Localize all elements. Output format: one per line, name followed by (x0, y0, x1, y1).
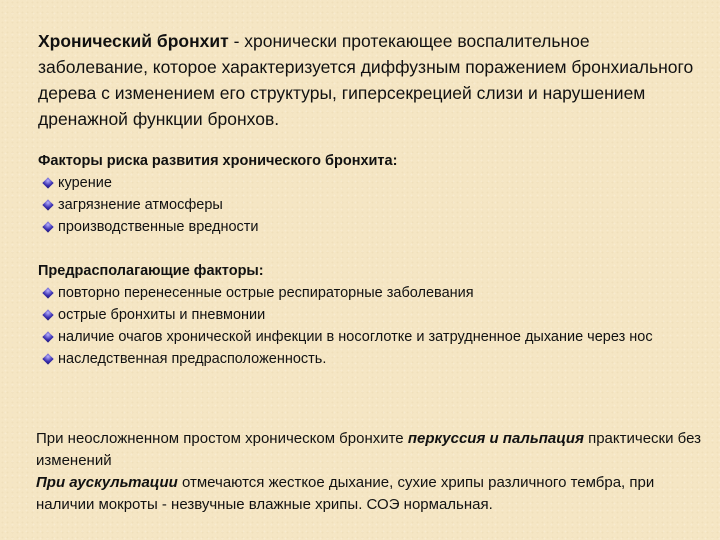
list-item-text: производственные вредности (58, 219, 259, 235)
examination-text: практически без изменений (36, 430, 701, 469)
list-item-text: повторно перенесенные острые респираторные заболевания (58, 285, 474, 301)
list-item-text: наличие очагов хронической инфекции в носоглотке и затрудненное дыхание через нос (58, 329, 653, 345)
list-item-text: загрязнение атмосферы (58, 197, 223, 213)
list-item-text: курение (58, 175, 112, 191)
definition-text: - хронически протекающее воспалительное заболевание, которое характеризуется диффузным поражением бронхиального дерева с изменением его структуры, гиперсекрецией слизи и нарушением дренажной функции бронхов. (38, 31, 694, 129)
list-item-text: острые бронхиты и пневмонии (58, 307, 266, 323)
list-item (38, 216, 698, 238)
examination-paragraph (36, 428, 706, 516)
list-item (38, 194, 698, 216)
risk-factors-title: Факторы риска развития хронического бронхита: (38, 153, 398, 169)
predisposing-factors-block (38, 260, 698, 370)
definition-term: Хронический бронхит (38, 31, 229, 51)
diamond-bullet-icon (42, 353, 53, 364)
auscultation-emphasis: При аускультации (36, 474, 178, 491)
diamond-bullet-icon (42, 287, 53, 298)
list-item (38, 348, 698, 370)
predisposing-factors-title: Предрасполагающие факторы: (38, 263, 264, 279)
risk-factors-block (38, 150, 698, 238)
examination-emphasis: перкуссия и пальпация (407, 430, 584, 447)
list-item (38, 304, 698, 326)
list-item-text: наследственная предрасположенность. (58, 351, 327, 367)
diamond-bullet-icon (42, 199, 53, 210)
list-item (38, 282, 698, 304)
list-item (38, 172, 698, 194)
definition-paragraph (38, 28, 698, 132)
examination-text: При неосложненном простом хроническом бронхите (36, 430, 408, 447)
diamond-bullet-icon (42, 221, 53, 232)
list-item (38, 326, 698, 348)
diamond-bullet-icon (42, 309, 53, 320)
diamond-bullet-icon (42, 177, 53, 188)
diamond-bullet-icon (42, 331, 53, 342)
auscultation-text: отмечаются жесткое дыхание, сухие хрипы различного тембра, при наличии мокроты - незвучные влажные хрипы. СОЭ нормальная. (36, 474, 655, 513)
